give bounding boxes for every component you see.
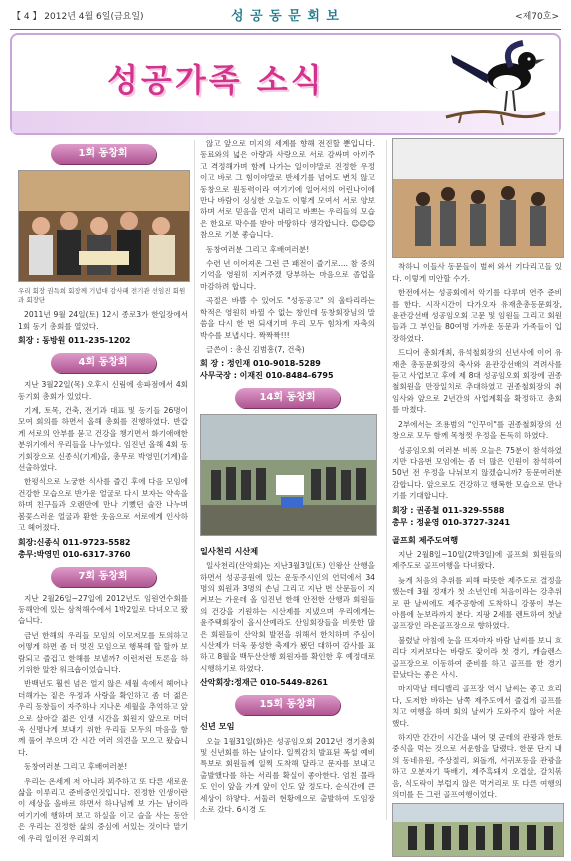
column-right [392, 138, 562, 861]
paragraph: 기계, 토목, 건축, 전기과 대표 및 동기들 26명이 모여 회의를 하면서 올해 총회를 진행하였다. 반갑게 서로의 안부를 묻고 건강을 챙기면서 화기애애한 분위기에서 우리들을 나누었다. 임진년 올해 4회 동기회장으로 신종식(기계)을, 총무로 박영민(기계)을 선출하였다. [18, 406, 188, 473]
issue-number: <제70호> [515, 12, 559, 22]
paragraph: 하지만 간간이 시간을 내어 몇 군데의 관광과 한토중식을 먹는 것으로 서운함을 달랬다. 한문 단지 내의 동네유원, 주상절리, 외돌개, 서귀포등을 관광을 하고 오분자기 뚝배기, 제주흑돼지 오겹살, 갈치볶음, 식도락이 부럽지 않은 먹거리로 또 다른 여행의 의미를 든 그런 골프여행이었다. [392, 733, 562, 800]
issue-date: 【 4 】 2012년 4월 6일(금요일) [12, 12, 144, 22]
column-divider [194, 140, 195, 820]
page-header [10, 5, 561, 30]
golf-group-photo [392, 803, 564, 857]
paragraph: 한평식으로 노궁한 식사를 즐긴 후에 다음 모임에 건강한 모습으로 반가운 얼굴로 다시 보자는 약속을 하며 친구들과 오랜만에 만나 기뻤던 술잔 나누며 봄꽃스러운 얼굴과 환한 웃음으로 서로에게 인사하고 헤어졌다. [18, 477, 188, 533]
section-heading-14: 14회 동창회 [235, 388, 340, 408]
group-photo-14 [200, 414, 377, 536]
contact-line: 산악회장:정재근 010-5449-8261 [200, 678, 328, 688]
paragraph: 불렸날 아침에 눈을 뜨자마자 바람 날씨를 보니 흐리다 지켜보다는 바람도 잦이라 첫 경기, 캐슬렌스골프장으로 이동하여 준비를 하고 골프를 한 경기 끝났다는 좋은 사시. [392, 635, 562, 679]
paragraph: 늦게 처음의 추위를 피해 따뜻한 제주도로 결정을 했는데 3월 정재가 첫 소년인데 처음이라는 강추위로 판 날씨에도 제주공항에 도착하니 강풍이 부는 아름에 눈보라까지 분다. 지팡 2세를 렌트하여 첫날 골프장인 라온골프장으로 향하였다. [392, 575, 562, 631]
photo-caption: 우리 회장 권득희 회장께 기념대 감사패 전기관 선임진 회원과 회장단 [18, 287, 186, 305]
paragraph: 성공임오회 여러분 비록 오늘은 75분이 참석하였지만 다음번 모임에는 좀 더 많은 인원이 참석하여 50년 전 우정을 나눠보지 않겠습니까? 동문여러분 감합니다. 앞으로도 건강하고 행복한 모습으로 만나기를 기대합니다. [392, 445, 562, 501]
paragraph: 착하니 이들사 동문들이 벌써 와서 기다리고들 있다. 이렇게 미안할 수가. [392, 262, 562, 283]
paragraph: 일사천리(산악회)는 지난3월3일(토) 인왕산 산행을 하면서 성공공원에 있는 운동주시인의 언덕에서 34명의 회원과 3명의 손님 그리고 지난 번 산문들이 지켜보는 가운데 올 임진년 한해 안전한 산행과 회원들의 건강을 기원하는 시산제를 지냈으며 우리에게는 윤주택회장이 올시산예라도 산임회장들을 비롯한 많은 회원들이 산악회 발전을 위해서 한치하며 주심이 시산제가 더욱 풍성한 축제가 됐던 대하여 감사를 표하고 8월을 백두산산행 회원자를 확인한 후 예정대로 시행하기로 하였다. [200, 561, 375, 673]
section-heading-4: 4회 동창회 [51, 353, 156, 373]
paragraph: 한전에서는 성공회에서 악기를 다루며 연주 준비를 한다. 시작시간이 다가오자 유재춘총동문회장, 윤관강선배 성공임오회 고문 및 임원들 그리고 회원들과 그 부인들 80여명 가까운 동문과 가족들이 입장하였다. [392, 288, 562, 343]
paragraph: 마지막날 테디밸리 골프장 역시 날씨는 좋고 흐리다, 도저한 바하는 남쪽 제주도에서 즐겁게 골프를 치고 여행을 하며 회의 날씨가 도와주지 않아 서운했다. [392, 684, 562, 728]
column-middle [200, 138, 375, 818]
paragraph: 2011년 9월 24일(토) 12시 종로3가 한일장에서 1회 동기 총회를 열었다. [18, 310, 188, 331]
paragraph: 2부에서는 조용범의 "인꾸이"를 권종철회장의 선창으로 모두 함께 목청껏 우정을 돈독히 하였다. [392, 419, 562, 441]
subheading: 일사천리 시산제 [200, 545, 259, 556]
section-heading-15: 15회 동창회 [235, 695, 340, 715]
contact-line: 회장:신종식 011-9723-5582 [18, 537, 131, 547]
paragraph: 오늘 1월31일(화)은 성공임오회 2012년 경기총회 및 신년회를 하는 날이다. 일찍감치 발표된 폭설 예비특보로 회원들께 일찍 도착해 달라고 문자를 보내고 출발했다를 하는 서리를 확실이 좋아한다. 엄친 몰라도 인이 앞을 가게 앞이 인도 앞 정도다. 순식간에 큰 세상이 하얗다. 서둘러 현황에으로 출발하여 도임장소로 갔다. 6시경 도 [200, 736, 375, 815]
magpie-illustration-icon [441, 37, 549, 129]
paragraph: 곡절은 바쁠 수 있어도 "성동공고" 의 울타리라는 학적은 영원히 바뀔 수 없는 창인데 동창회장님의 말씀을 다시 한 번 되새기며 우리 모두 힘차게 자축의 박수를 보냅시다. 짝짝짝!!! [200, 296, 375, 340]
paragraph: 글쓴이 : 총신 김범흥(7, 건축) [206, 344, 305, 354]
subheading: 신년 모임 [200, 721, 235, 732]
paragraph: 우리는 온세계 저 아니라 꾀주하고 또 다른 새로운 삶을 이루리고 준비중인것입니다. 진정한 인생이란 이 세상을 올바르 하면서 하나님께 보 가는 남이라 여기기에 행하며 보고 하실을 이고 슬을 사는 동안은 우리는 진정한 삶의 중심에 서있는 것이다 맡기에 우리 일이전 우리회지 [18, 776, 188, 843]
contact-line: 총무:박영민 010-6317-3760 [18, 549, 131, 559]
contact-line: 회장 : 동방원 011-235-1202 [18, 336, 131, 346]
column-divider [386, 140, 387, 820]
paragraph: 지난 3월22일(목) 오후시 신림에 송파점에서 4회 동기회 총회가 있었다. [18, 380, 188, 401]
event-photo-15 [392, 138, 564, 258]
paragraph: 수련 년 이어져온 그런 큰 패전이 즐기로.... 참 중의 기억을 영원히 지켜주겠 당부하는 마음으로 졸업을 마감하려 합니다. [200, 259, 375, 291]
column-left [18, 138, 188, 847]
contact-line: 회장 : 권종철 011-329-5588 [392, 505, 505, 515]
contact-line: 총무 : 정윤영 010-3727-3241 [392, 517, 511, 527]
title-banner [10, 33, 561, 135]
paragraph: 지난 2월26일~27일에 2012년도 임원연수회를 동해안에 있는 삼척해수에서 1박2일로 다녀오고 왔습니다. [18, 593, 188, 626]
page-title: 성공가족 소식 [107, 61, 325, 99]
paragraph: 동창여러분 그리고 후배여러분! [24, 762, 128, 772]
publication-name: 성 공 동 문 회 보 [231, 9, 340, 24]
group-photo-1 [18, 170, 190, 282]
contact-line: 사무국장 : 이재진 010-8484-6795 [200, 371, 334, 381]
paragraph: 반백년도 훨씬 넘은 얼지 않은 세월 속에서 헤어나 더해가는 짙은 우정과 사랑을 확인하고 좀 더 젊은 우리 동창들이 자주하나 지나온 세월을 추억하고 앞으로 살아갈 젊은 인생 시간을 회원지 앞으로 머더욱 신명나게 보내기 위한 우리들 모두의 마음을 함께 풀어 부으며 간 시간 여러 의견을 모으고 왔습니다. [18, 679, 188, 757]
section-heading-7: 7회 동창회 [51, 567, 156, 587]
paragraph: 드디어 총회개최, 유석철회장의 신년사에 이어 유재춘 총동문회장의 축사와 윤관강선배의 격려사를 듣고 사업보고 후에 제 8대 성공임오회 회장에 권종철회원을 만장일치로 추대하였고 권종철회장의 취임사와 앞으로 2년간의 사업계획을 확정하고 총회를 마쳤다. [392, 348, 562, 415]
paragraph: 지난 2월8일~10일(2박3일)에 골프회 회원들의 제주도로 골프여행을 다녀왔다. [392, 549, 562, 571]
paragraph: 금년 한해의 우리들 모임의 이모저모를 토의하고 어떻게 하면 좀 더 멋진 모임으로 행복해 할 할까 보람되고 즐겁고 한해를 보낼까? 이런저런 토론을 하기위한 알찬 워크숍이었습니다. [18, 630, 188, 674]
paragraph: 않고 앞으로 미지의 세계를 향해 전진할 뿐입니다. 동료와의 넓은 아량과 사랑으로 서로 감싸며 아끼주고 격정해가며 함께 나가는 일이야말로 진정한 우정이고 바로 그 힘이야말로 반세기를 넘어도 변치 않고 동창으로 원동력이라 여기기에 일어서의 어린나이에 만나 바람이 싱싱한 오늘도 이렇게 모여서 서로 양보하며 서로 믿음을 먼저 내리고 바쁘는 우리들의 모습은 한요로 막수를 받아 마땅하다 생각합니다. ☺☺☺ 참으로 기분 좋습니다. [200, 139, 375, 240]
subheading: 골프회 제주도여행 [392, 534, 459, 545]
paragraph: 동창여러분 그리고 후배여러분! [206, 244, 310, 254]
section-heading-1: 1회 동창회 [51, 144, 156, 164]
contact-line: 회 장 : 정인재 010-9018-5289 [200, 359, 321, 369]
